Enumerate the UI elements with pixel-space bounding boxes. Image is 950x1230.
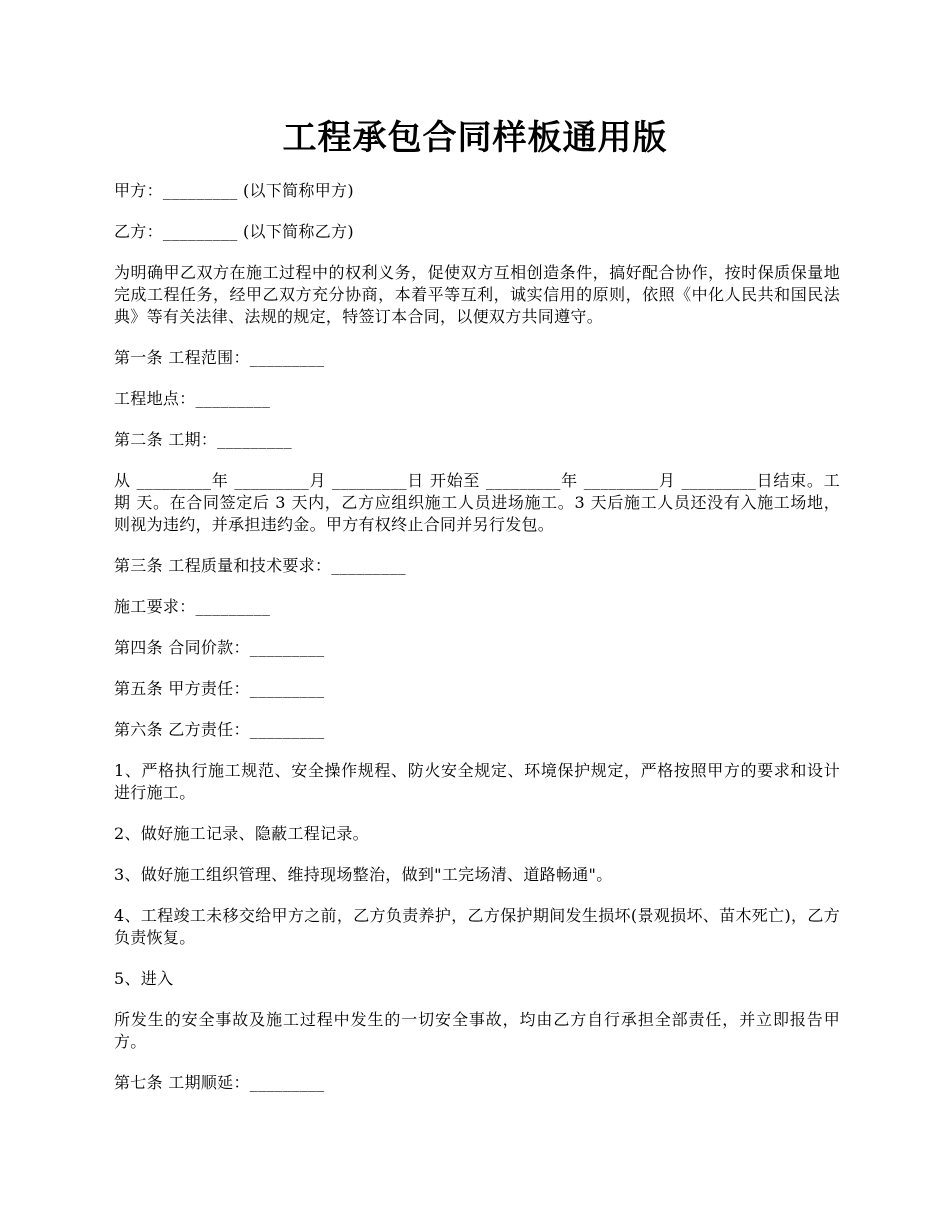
article-2-period: 第二条 工期：_________	[114, 430, 292, 449]
duty-item-1: 1、严格执行施工规范、安全操作规程、防火安全规定、环境保护规定，严格按照甲方的要求和设计进行施工。	[114, 761, 840, 802]
document-title: 工程承包合同样板通用版	[282, 118, 668, 158]
article-6-party-b-duty: 第六条 乙方责任：_________	[114, 720, 325, 739]
party-b-line: 乙方：_________ (以下简称乙方)	[114, 222, 354, 241]
project-location: 工程地点：_________	[114, 389, 271, 408]
article-7-extension: 第七条 工期顺延：_________	[114, 1073, 325, 1092]
safety-paragraph: 所发生的安全事故及施工过程中发生的一切安全事故，均由乙方自行承担全部责任，并立即报告甲方。	[114, 1010, 840, 1051]
preamble-paragraph: 为明确甲乙双方在施工过程中的权利义务，促使双方互相创造条件，搞好配合协作，按时保质保量地完成工程任务，经甲乙双方充分协商，本着平等互利，诚实信用的原则，依照《中化人民共和国民法典》等有关法律、法规的规定，特签订本合同，以便双方共同遵守。	[114, 263, 840, 326]
article-4-price: 第四条 合同价款：_________	[114, 638, 325, 657]
duty-item-4: 4、工程竣工未移交给甲方之前，乙方负责养护，乙方保护期间发生损坏(景观损坏、苗木死亡)，乙方负责恢复。	[114, 906, 840, 947]
article-1-scope: 第一条 工程范围：_________	[114, 348, 325, 367]
duty-item-3: 3、做好施工组织管理、维持现场整治，做到"工完场清、道路畅通"。	[114, 865, 613, 884]
duty-item-2: 2、做好施工记录、隐蔽工程记录。	[114, 824, 369, 843]
document-page	[114, 0, 840, 1094]
construction-requirements: 施工要求：_________	[114, 597, 271, 616]
party-a-line: 甲方：_________ (以下简称甲方)	[114, 181, 354, 200]
duty-item-5: 5、进入	[114, 969, 174, 988]
period-details-paragraph: 从 _________年 _________月 _________日 开始至 _________年 _________月 _________日结束。工期 天。在合同签定后 3 天内，乙方应组织施工人员进场施工。3 天后施工人员还没有入施工场地，则视为违约，并承担违约金。甲方有权终止合同并另行发包。	[114, 471, 840, 534]
article-3-quality: 第三条 工程质量和技术要求：_________	[114, 556, 406, 575]
article-5-party-a-duty: 第五条 甲方责任：_________	[114, 679, 325, 698]
